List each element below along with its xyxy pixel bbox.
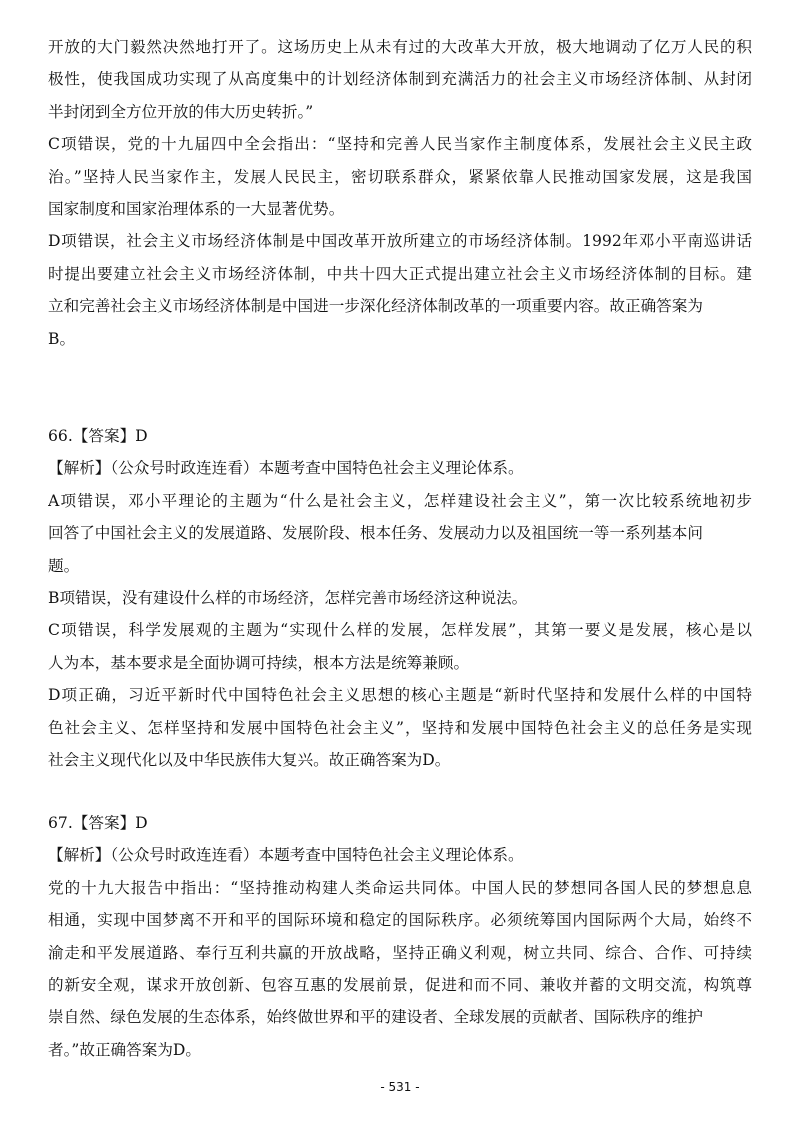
text-line: 相通，实现中国梦离不开和平的国际环境和稳定的国际秩序。必须统筹国内国际两个大局，始终不: [48, 911, 752, 930]
text-line: D项正确，习近平新时代中国特色社会主义思想的核心主题是“新时代坚持和发展什么样的中国特: [48, 686, 752, 705]
text-line: 色社会主义、怎样坚持和发展中国特色社会主义”，坚持和发展中国特色社会主义的总任务是实现: [48, 718, 752, 737]
question-67: [48, 807, 752, 1066]
text-line: 者。”故正确答案为D。: [48, 1040, 202, 1059]
text-line: 人为本，基本要求是全面协调可持续，根本方法是统筹兼顾。: [48, 653, 470, 672]
text-line: A项错误，邓小平理论的主题为“什么是社会主义，怎样建设社会主义”，第一次比较系统地初步: [48, 491, 752, 510]
text-line: C项错误，科学发展观的主题为“实现什么样的发展，怎样发展”，其第一要义是发展，核心是以: [48, 621, 752, 640]
text-line: 党的十九大报告中指出：“坚持推动构建人类命运共同体。中国人民的梦想同各国人民的梦想息息: [48, 878, 752, 897]
text-line: B项错误，没有建设什么样的市场经济，怎样完善市场经济这种说法。: [48, 588, 528, 607]
text-line: 回答了中国社会主义的发展道路、发展阶段、根本任务、发展动力以及祖国统一等一系列基本问: [48, 524, 703, 543]
text-line: 【解析】（公众号时政连连看）本题考查中国特色社会主义理论体系。: [48, 846, 524, 865]
text-line: 立和完善社会主义市场经济体制是中国进一步深化经济体制改革的一项重要内容。故正确答案为: [48, 297, 703, 316]
text-line: C项错误，党的十九届四中全会指出：“坚持和完善人民当家作主制度体系，发展社会主义民主政: [48, 135, 752, 154]
text-line: 国家制度和国家治理体系的一大显著优势。: [48, 199, 345, 218]
text-line: 【解析】（公众号时政连连看）本题考查中国特色社会主义理论体系。: [48, 459, 524, 478]
question-66: [48, 420, 752, 776]
previous-answer-continuation: [48, 31, 752, 355]
text-line: 半封闭到全方位开放的伟大历史转折。”: [48, 102, 314, 121]
text-line: 开放的大门毅然决然地打开了。这场历史上从未有过的大改革大开放，极大地调动了亿万人民的积: [48, 38, 752, 56]
answer-heading: 67.【答案】D: [48, 814, 148, 832]
text-line: 的新安全观，谋求开放创新、包容互惠的发展前景，促进和而不同、兼收并蓄的文明交流，构筑尊: [48, 975, 752, 994]
text-line: 题。: [48, 556, 80, 575]
text-line: 渝走和平发展道路、奉行互利共赢的开放战略，坚持正确义利观，树立共同、综合、合作、可持续: [48, 943, 752, 962]
text-line: 治。”坚持人民当家作主，发展人民民主，密切联系群众，紧紧依靠人民推动国家发展，这是我国: [48, 167, 752, 186]
text-line: D项错误，社会主义市场经济体制是中国改革开放所建立的市场经济体制。1992年邓小平南巡讲话: [48, 232, 752, 251]
page-number: - 531 -: [380, 1080, 420, 1094]
text-line: 社会主义现代化以及中华民族伟大复兴。故正确答案为D。: [48, 750, 451, 769]
text-line: 崇自然、绿色发展的生态体系，始终做世界和平的建设者、全球发展的贡献者、国际秩序的维护: [48, 1008, 703, 1027]
text-line: 极性，使我国成功实现了从高度集中的计划经济体制到充满活力的社会主义市场经济体制、从封闭: [48, 70, 752, 89]
answer-heading: 66.【答案】D: [48, 427, 148, 445]
text-line: 时提出要建立社会主义市场经济体制，中共十四大正式提出建立社会主义市场经济体制的目标。建: [48, 264, 752, 283]
text-line: B。: [48, 329, 76, 348]
